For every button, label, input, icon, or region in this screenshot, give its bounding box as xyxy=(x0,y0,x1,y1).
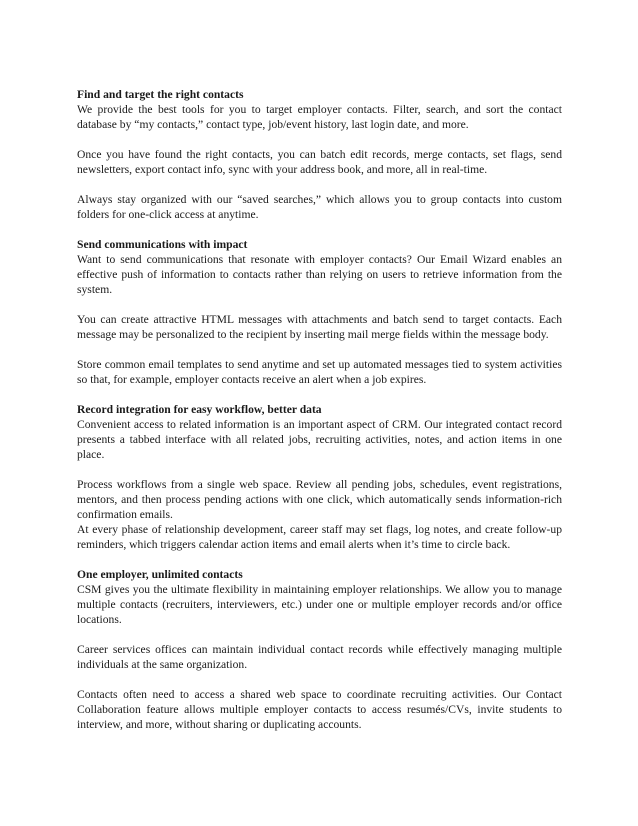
paragraph: Convenient access to related information is an important aspect of CRM. Our integrated contact record presents a tabbed interface with all related jobs, recruiting activities, notes, and action items in one place. xyxy=(77,418,562,461)
paragraph: Process workflows from a single web space. Review all pending jobs, schedules, event registrations, mentors, and then process pending actions with one click, which automatically sends information-rich confirmation emails. xyxy=(77,478,562,521)
section-find-contacts xyxy=(77,87,562,222)
section-send-communications xyxy=(77,237,562,387)
paragraph: Once you have found the right contacts, you can batch edit records, merge contacts, set flags, send newsletters, export contact info, sync with your address book, and more, all in real-time. xyxy=(77,148,562,176)
section-heading: Find and target the right contacts xyxy=(77,88,244,101)
paragraph: Want to send communications that resonate with employer contacts? Our Email Wizard enables an effective push of information to contacts rather than relying on users to retrieve information from the system. xyxy=(77,253,562,296)
paragraph: We provide the best tools for you to target employer contacts. Filter, search, and sort the contact database by “my contacts,” contact type, job/event history, last login date, and more. xyxy=(77,103,562,131)
section-heading: Send communications with impact xyxy=(77,238,248,251)
paragraph: Always stay organized with our “saved searches,” which allows you to group contacts into custom folders for one-click access at anytime. xyxy=(77,193,562,221)
paragraph: CSM gives you the ultimate flexibility in maintaining employer relationships. We allow you to manage multiple contacts (recruiters, interviewers, etc.) under one or multiple employer records and/or office locations. xyxy=(77,583,562,626)
section-record-integration xyxy=(77,402,562,552)
paragraph: Contacts often need to access a shared web space to coordinate recruiting activities. Our Contact Collaboration feature allows multiple employer contacts to access resumés/CVs, invite students to interview, and more, without sharing or duplicating accounts. xyxy=(77,688,562,731)
paragraph: Career services offices can maintain individual contact records while effectively managing multiple individuals at the same organization. xyxy=(77,643,562,671)
document-page xyxy=(77,87,562,732)
section-unlimited-contacts xyxy=(77,567,562,732)
paragraph: Store common email templates to send anytime and set up automated messages tied to system activities so that, for example, employer contacts receive an alert when a job expires. xyxy=(77,358,562,386)
paragraph: You can create attractive HTML messages with attachments and batch send to target contacts. Each message may be personalized to the recipient by inserting mail merge fields within the message body. xyxy=(77,313,562,341)
section-heading: One employer, unlimited contacts xyxy=(77,568,243,581)
paragraph: At every phase of relationship development, career staff may set flags, log notes, and create follow-up reminders, which triggers calendar action items and email alerts when it’s time to circle back. xyxy=(77,523,562,551)
section-heading: Record integration for easy workflow, better data xyxy=(77,403,322,416)
